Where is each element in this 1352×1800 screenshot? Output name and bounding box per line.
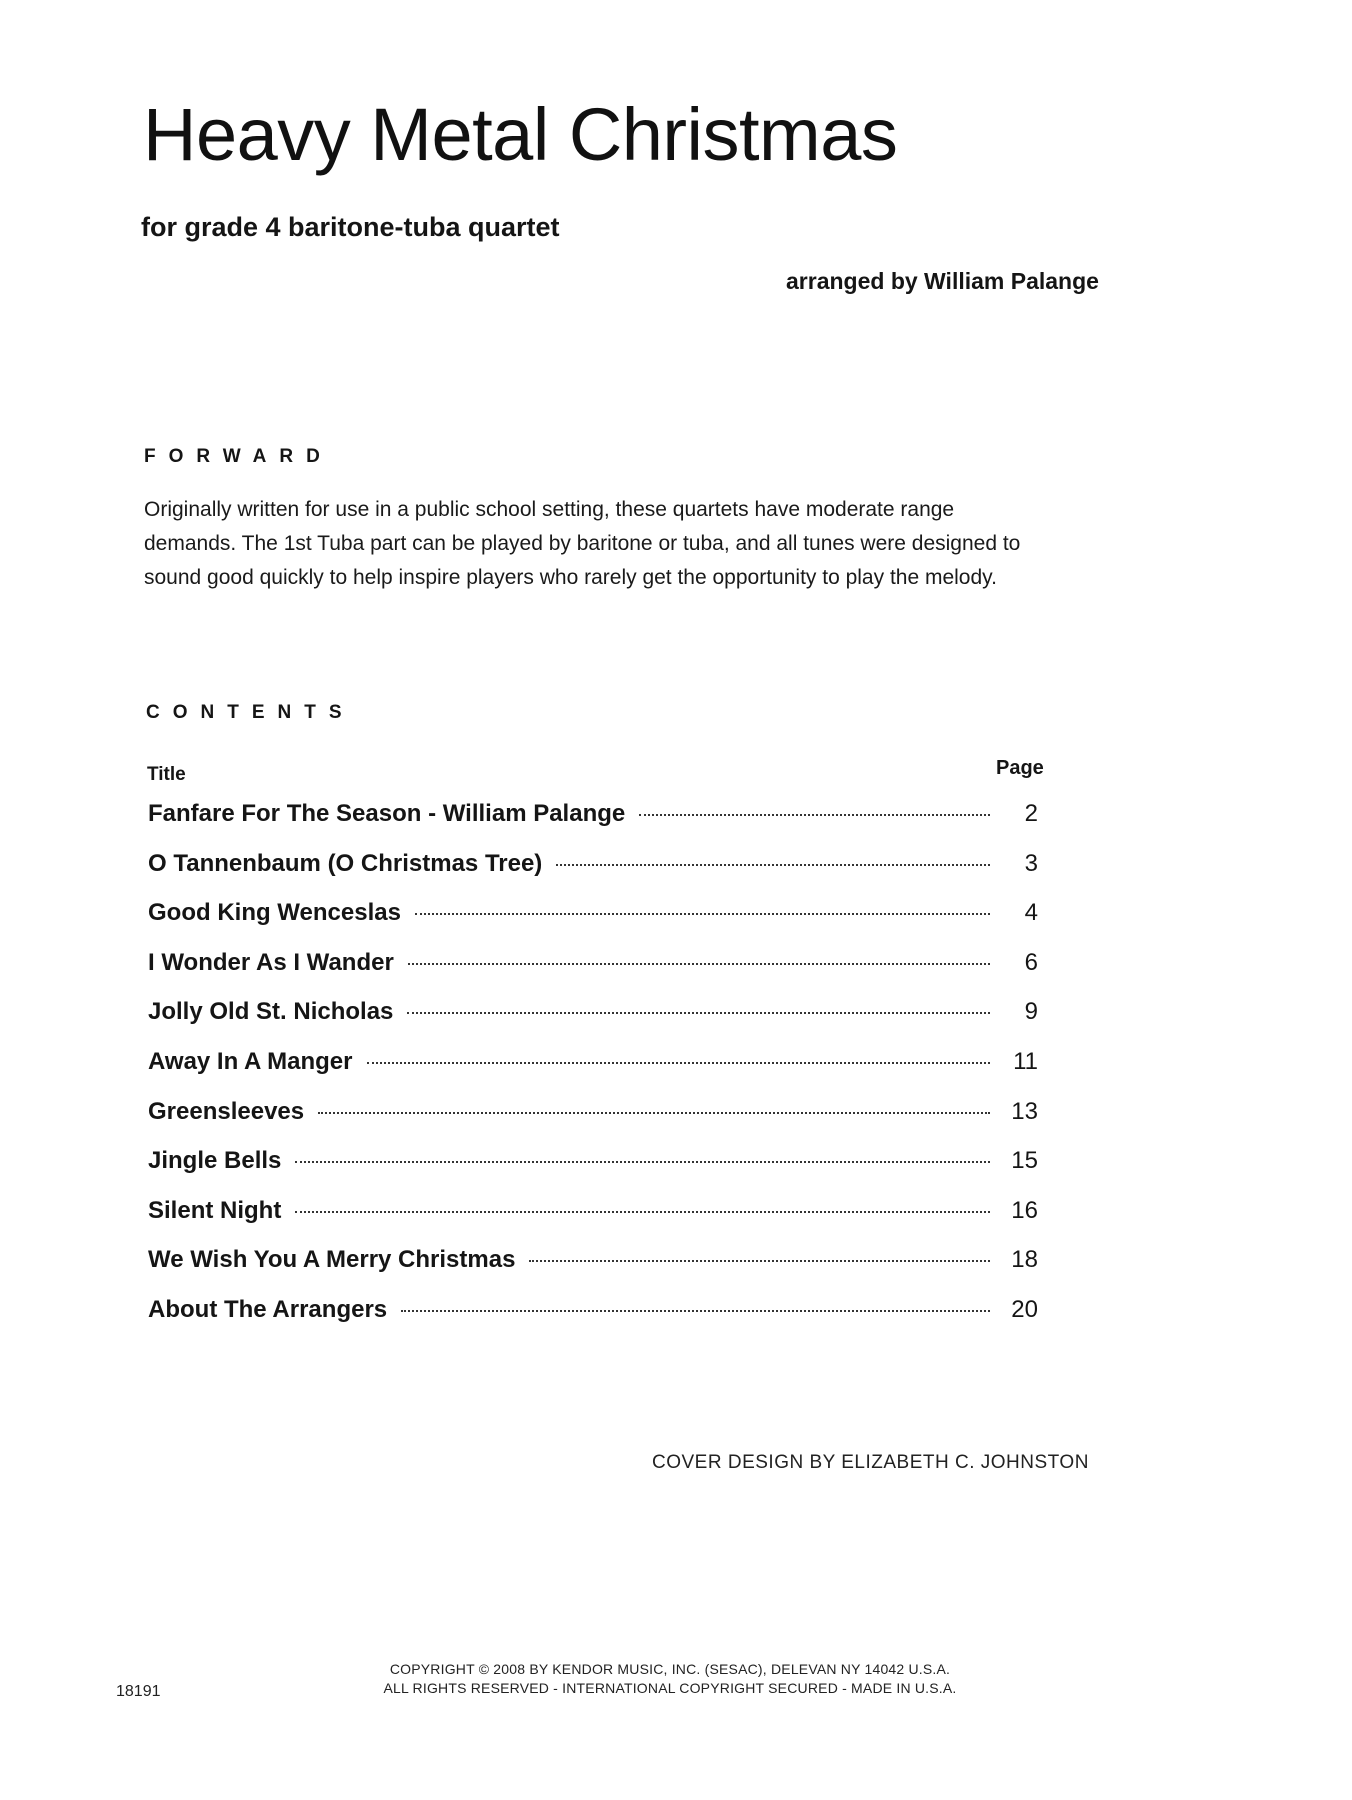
dot-leader — [415, 913, 990, 915]
dot-leader — [401, 1310, 990, 1312]
toc-item-page: 15 — [1011, 1147, 1038, 1175]
toc-row — [148, 1296, 1038, 1346]
toc-item-page: 18 — [1011, 1246, 1038, 1274]
toc-item-page: 4 — [1024, 899, 1038, 927]
toc-item-page: 20 — [1011, 1295, 1038, 1323]
table-of-contents — [148, 800, 1038, 1346]
dot-leader — [556, 864, 990, 866]
toc-row — [148, 899, 1038, 949]
copyright-line: ALL RIGHTS RESERVED - INTERNATIONAL COPYRIGHT SECURED - MADE IN U.S.A. — [383, 1680, 957, 1696]
toc-item-title: Jingle Bells — [148, 1147, 282, 1175]
toc-row — [148, 1147, 1038, 1197]
page-title: Heavy Metal Christmas — [143, 93, 898, 176]
forward-line: sound good quickly to help inspire players who rarely get the opportunity to play the melody. — [144, 566, 997, 589]
toc-row — [148, 1098, 1038, 1148]
forward-heading: FORWARD — [144, 446, 333, 467]
copyright-notice — [300, 1660, 1040, 1698]
cover-design-credit: COVER DESIGN BY ELIZABETH C. JOHNSTON — [652, 1452, 1089, 1473]
toc-item-page: 3 — [1024, 849, 1038, 877]
toc-row — [148, 850, 1038, 900]
dot-leader — [408, 963, 990, 965]
toc-item-page: 16 — [1011, 1196, 1038, 1224]
forward-line: demands. The 1st Tuba part can be played by baritone or tuba, and all tunes were designed to — [144, 532, 1021, 555]
dot-leader — [295, 1161, 990, 1163]
title-column-label: Title — [147, 764, 186, 785]
toc-item-title: Greensleeves — [148, 1097, 305, 1125]
toc-item-title: About The Arrangers — [148, 1295, 388, 1323]
toc-row — [148, 1048, 1038, 1098]
toc-item-title: I Wonder As I Wander — [148, 948, 394, 976]
toc-row — [148, 1197, 1038, 1247]
forward-paragraph — [144, 493, 1124, 595]
dot-leader — [295, 1211, 990, 1213]
toc-item-title: Jolly Old St. Nicholas — [148, 998, 394, 1026]
contents-heading: CONTENTS — [146, 702, 355, 723]
dot-leader — [529, 1260, 990, 1262]
toc-row — [148, 949, 1038, 999]
toc-item-title: Silent Night — [148, 1196, 282, 1224]
toc-item-page: 6 — [1024, 948, 1038, 976]
toc-item-page: 13 — [1011, 1097, 1038, 1125]
toc-row — [148, 1246, 1038, 1296]
toc-item-page: 9 — [1024, 998, 1038, 1026]
dot-leader — [639, 814, 990, 816]
toc-item-page: 2 — [1024, 800, 1038, 827]
toc-row — [148, 998, 1038, 1048]
forward-line: Originally written for use in a public school setting, these quartets have moderate range — [144, 498, 955, 521]
toc-item-page: 11 — [1013, 1047, 1038, 1075]
dot-leader — [407, 1012, 990, 1014]
dot-leader — [318, 1112, 990, 1114]
dot-leader — [367, 1062, 991, 1064]
toc-item-title: Good King Wenceslas — [148, 899, 401, 927]
copyright-line: COPYRIGHT © 2008 BY KENDOR MUSIC, INC. (SESAC), DELEVAN NY 14042 U.S.A. — [389, 1661, 951, 1677]
page-column-label: Page — [996, 757, 1044, 779]
toc-item-title: O Tannenbaum (O Christmas Tree) — [148, 849, 543, 877]
toc-item-title: Fanfare For The Season - William Palange — [148, 800, 626, 827]
page-subtitle: for grade 4 baritone-tuba quartet — [141, 212, 560, 242]
toc-item-title: Away In A Manger — [148, 1047, 353, 1075]
arranger-credit: arranged by William Palange — [786, 268, 1099, 294]
catalog-number: 18191 — [116, 1683, 161, 1700]
toc-row — [148, 800, 1038, 850]
toc-item-title: We Wish You A Merry Christmas — [148, 1246, 516, 1274]
